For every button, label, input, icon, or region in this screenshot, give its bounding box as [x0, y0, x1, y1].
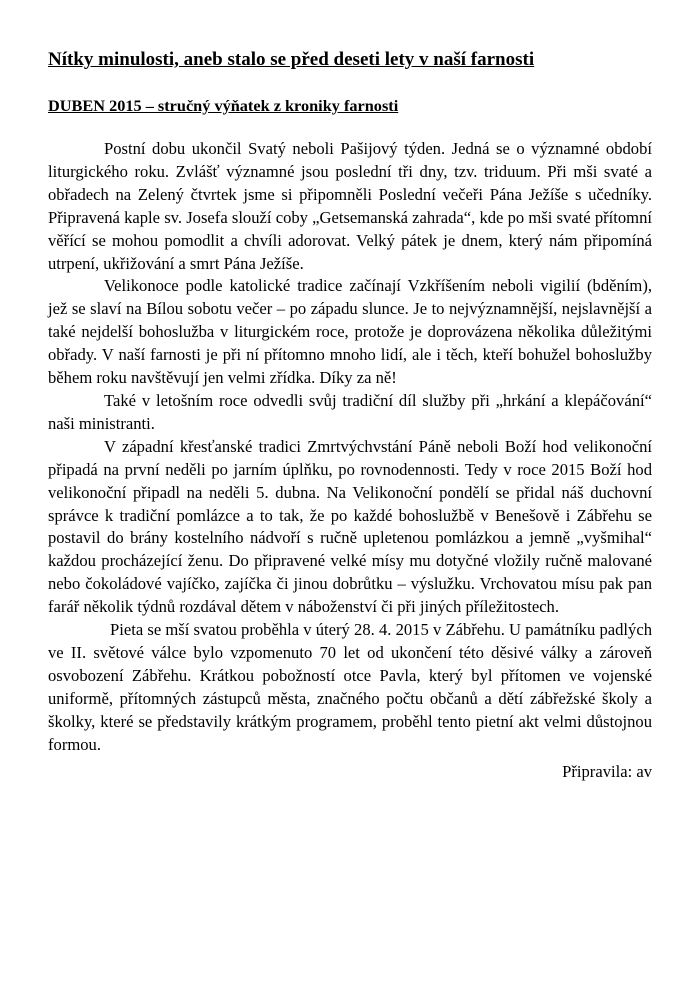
article-body — [48, 138, 652, 756]
page-title: Nítky minulosti, aneb stalo se před deseti lety v naší farnosti — [48, 49, 535, 70]
paragraph-holy-week: Postní dobu ukončil Svatý neboli Pašijový týden. Jedná se o významné období liturgického roku. Zvlášť významné jsou poslední tři dny, tzv. triduum. Při mši svaté a obřadech na Zelený čtvrtek jsme si připomněli Poslední večeři Pána Ježíše s učedníky. Připravená kaple sv. Josefa slouží coby „Getsemanská zahrada“, kde po mši svaté přítomní věřící se mohou pomodlit a chvíli adorovat. Velký pátek je dnem, který nám připomíná utrpení, ukřižování a smrt Pána Ježíše. — [48, 139, 652, 273]
paragraph-pieta: Pieta se mší svatou proběhla v úterý 28. 4. 2015 v Zábřehu. U památníku padlých ve II. světové válce bylo vzpomenuto 70 let od ukončení této děsivé války a zároveň osvobození Zábřehu. Krátkou pobožností otce Pavla, který byl přítomen ve vojenské uniformě, přítomných zástupců města, značného počtu občanů a dětí zábřežské školy a školky, které se představily krátkým programem, proběhl tento pietní akt velmi důstojnou formou. — [48, 620, 652, 754]
author-signature: Připravila: av — [562, 762, 652, 782]
document-page — [48, 48, 652, 783]
section-subtitle: DUBEN 2015 – stručný výňatek z kroniky farnosti — [48, 96, 399, 115]
paragraph-easter-vigil: Velikonoce podle katolické tradice začínají Vzkříšením neboli vigilií (bděním), jež se slaví na Bílou sobotu večer – po západu slunce. Je to nejvýznamnější, nejslavnější a také nejdelší bohoslužba v liturgickém roce, protože je doprovázena několika důležitými obřady. V naší farnosti je při ní přítomno mnoho lidí, ale i těch, kteří bohužel bohoslužby během roku navštěvují jen velmi zřídka. Díky za ně! — [48, 276, 652, 388]
paragraph-ministrants: Také v letošním roce odvedli svůj tradiční díl služby při „hrkání a klepáčování“ naši ministranti. — [48, 390, 652, 433]
paragraph-easter-sunday: V západní křesťanské tradici Zmrtvýchvstání Páně neboli Boží hod velikonoční připadá na první neděli po jarním úplňku, po rovnodennosti. Tedy v roce 2015 Boží hod velikonoční připadl na neděli 5. dubna. Na Velikonoční pondělí se přidal náš duchovní správce k tradiční pomlázce a to tak, že po každé bohoslužbě v Benešově i Zábřehu se postavil do brány kostelního nádvoří s ručně upletenou pomlázkou a jemně „vyšmihal“ každou procházející ženu. Do připravené velké mísy mu dotyčné vložily ručně malované nebo čokoládové vajíčko, zajíčka či jinou dobrůtku – výslužku. Vrchovatou mísu pak pan farář několik týdnů rozdával dětem v náboženství či při jiných příležitostech. — [48, 436, 652, 617]
